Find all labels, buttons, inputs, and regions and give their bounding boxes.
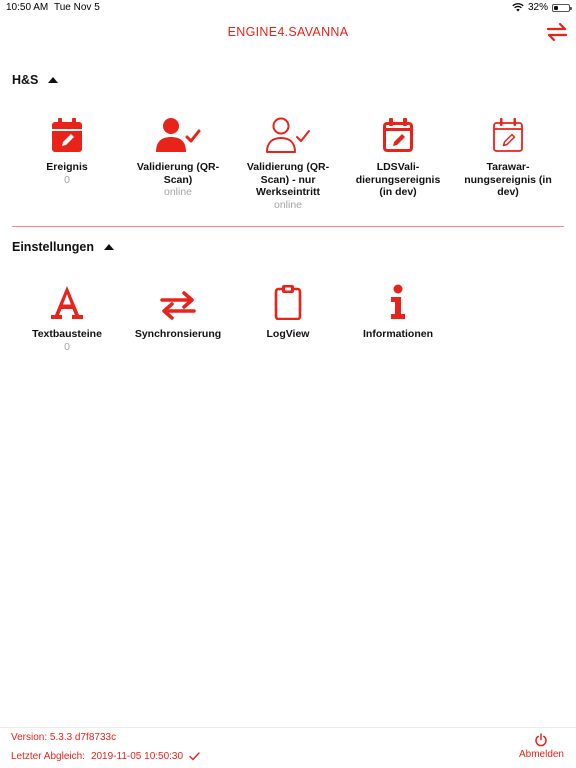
power-icon — [534, 733, 548, 747]
nav-title: ENGINE4.SAVANNA — [227, 25, 349, 39]
status-time: 10:50 AM — [6, 2, 49, 13]
status-bar — [0, 0, 576, 16]
tile-label: Validierung (QR- Scan) - nur Werkseintritt — [246, 161, 330, 198]
section-title: Einstellungen — [12, 240, 94, 254]
status-date: Tue Nov 5 — [54, 2, 100, 13]
tile-ldsvalidierungsereignis[interactable] — [343, 113, 453, 199]
logout-label: Abmelden — [518, 749, 564, 760]
footer-divider — [0, 727, 576, 728]
calendar-edit-bold-icon — [343, 113, 453, 153]
status-right — [512, 2, 570, 13]
tile-tarawarnungsereignis[interactable] — [453, 113, 563, 199]
tile-label: Informationen — [363, 328, 433, 340]
section-header-einstellungen[interactable] — [12, 240, 114, 254]
user-check-outline-icon — [233, 113, 343, 153]
tile-status: online — [163, 186, 193, 198]
wifi-icon — [512, 3, 524, 12]
collapse-caret-icon[interactable] — [104, 244, 114, 250]
tile-synchronsierung[interactable] — [123, 280, 233, 341]
clipboard-icon — [233, 280, 343, 320]
nav-bar — [0, 16, 576, 50]
tile-label: Tarawar- nungsereignis (in dev) — [464, 161, 552, 198]
section-header-hs[interactable] — [12, 73, 58, 87]
calendar-edit-filled-icon — [12, 113, 122, 153]
logout-button[interactable] — [519, 733, 564, 760]
tile-label: LDSVali- dierungsereignis (in dev) — [355, 161, 441, 198]
tile-label: Validierung (QR- Scan) — [136, 161, 220, 186]
tile-count: 0 — [64, 340, 70, 353]
tile-label: Ereignis — [46, 161, 88, 173]
letter-a-icon — [12, 280, 122, 320]
tile-textbausteine[interactable] — [12, 280, 122, 354]
tile-logview[interactable] — [233, 280, 343, 341]
tile-ereignis[interactable] — [12, 113, 122, 187]
tile-label: Synchronsierung — [134, 328, 222, 340]
tile-label: Textbausteine — [32, 328, 102, 340]
switch-arrows-icon[interactable] — [546, 22, 568, 42]
tile-informationen[interactable] — [343, 280, 453, 341]
tile-status: online — [273, 198, 303, 211]
battery-fill — [554, 6, 558, 10]
battery-icon — [552, 4, 570, 12]
last-sync-label: Letzter Abgleich: — [11, 751, 85, 762]
tile-label: LogView — [266, 328, 310, 340]
checkmark-icon — [189, 752, 200, 761]
collapse-caret-icon[interactable] — [48, 77, 58, 83]
version-text: Version: 5.3.3 d7f8733c — [11, 732, 117, 743]
sync-arrows-icon — [123, 280, 233, 320]
tile-validierung-qr-scan[interactable] — [123, 113, 233, 199]
section-title: H&S — [12, 73, 39, 87]
user-check-filled-icon — [123, 113, 233, 153]
tile-count: 0 — [64, 173, 70, 186]
calendar-edit-outline-icon — [453, 113, 563, 153]
info-icon — [343, 280, 453, 320]
section-divider — [12, 226, 564, 227]
last-sync — [11, 751, 200, 762]
battery-percent: 32% — [527, 2, 548, 13]
last-sync-value: 2019-11-05 10:50:30 — [90, 751, 184, 762]
tile-validierung-werkseintritt[interactable] — [233, 113, 343, 212]
